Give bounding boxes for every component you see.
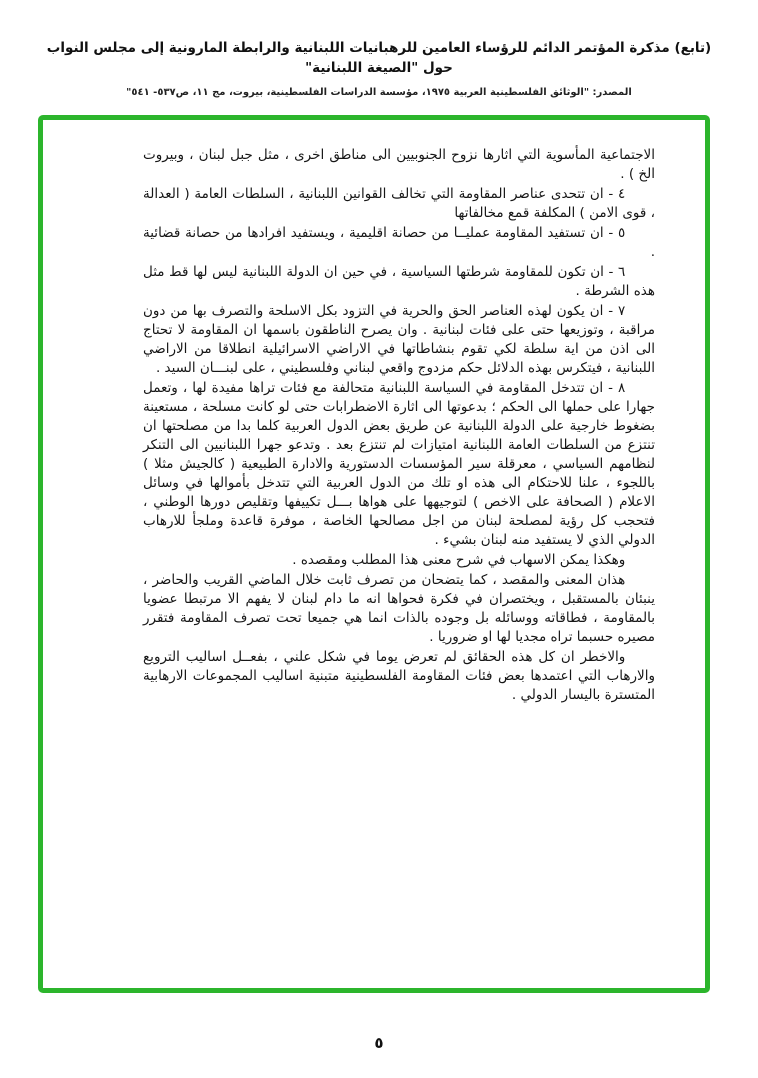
green-border-frame (38, 115, 710, 993)
document-body-text (43, 120, 705, 730)
paragraph-item-4: ٤ - ان تتحدى عناصر المقاومة التي تخالف القوانين اللبنانية ، السلطات العامة ( العدالة ، قوى الامن ) المكلفة قمع مخالفاتها (143, 186, 655, 221)
source-citation-line: المصدر: "الوثائق الفلسطينية العربية ١٩٧٥، مؤسسة الدراسات الفلسطينية، بيروت، مج ١١، ص٥٣٧- ٥٤١" (126, 86, 632, 98)
paragraph-continuation: الاجتماعية المأسوية التي اثارها نزوح الجنوبيين الى مناطق اخرى ، مثل جبل لبنان ، وبيروت الخ ) . (143, 147, 655, 182)
paragraph-item-5: ٥ - ان تستفيد المقاومة عمليــا من حصانة اقليمية ، ويستفيد افرادها من حصانة قضائية . (143, 225, 655, 260)
paragraph-item-8: ٨ - ان تتدخل المقاومة في السياسة اللبنانية متحالفة مع فئات تراها مفيدة لها ، وتعمل جهارا على حملها الى الحكم ؛ بدعوتها الى اثارة الاضطرابات حتى لو كانت مسلحة ، مستعينة بضغوط خارجية على الدولة اللبنانية عن طريق بعض الدول العربية كلما بدا من مصلحتها ان تنتزع من السلطات العامة اللبنانية امتيازات لم تنتزع بعد . وتدعو جهرا اللبنانيين الى التنكر لنظامهم السياسي ، معرقلة سير المؤسسات الدستورية والادارة الطبيعية ( كالجيش مثلا ) باللجوء ، علنا للاحتكام الى هذه او تلك من الدول العربية التي تتدخل بأموالها في وسائل الاعلام ( الصحافة على الاخص ) لتوجيهها على هواها بـــل تكييفها وتقليص دورها الوطني ، فتحجب كل رؤية لمصلحة لبنان من اجل مصالحها الخاصة ، موفرة قاعدة وملجأ للارهاب الدولي الذي لا يستفيد منه لبنان بشيء . (143, 380, 655, 548)
page-number: ٥ (374, 1034, 384, 1052)
document-title: (تابع) مذكرة المؤتمر الدائم للرؤساء العامين للرهبانيات اللبنانية والرابطة المارونية إلى مجلس النواب حول "الصيغة اللبنانية" (46, 40, 712, 77)
document-header (0, 0, 758, 98)
paragraph-warning: والاخطر ان كل هذه الحقائق لم تعرض يوما في شكل علني ، بفعــل اساليب الترويع والارهاب التي اعتمدها بعض فئات المقاومة الفلسطينية متبنية اساليب المجموعات الارهابية المتسترة باليسار الدولي . (143, 649, 655, 703)
paragraph-meaning: هذان المعنى والمقصد ، كما يتضحان من تصرف ثابت خلال الماضي القريب والحاضر ، ينبئان بالمستقبل ، ويختصران في فكرة فحواها انه ما دام لبنان لا يفهم الا مرتبطا عضويا بالمقاومة ، فطاقاته ووسائله بل وجوده بالذات انما هي جميعا تحت تصرف المقاومة فتقرر مصيره حسبما تراه مجديا لها او ضروريا . (143, 572, 655, 645)
paragraph-summary-intro: وهكذا يمكن الاسهاب في شرح معنى هذا المطلب ومقصده . (292, 552, 626, 568)
paragraph-item-7: ٧ - ان يكون لهذه العناصر الحق والحرية في التزود بكل الاسلحة والتصرف بها من دون مراقبة ، وتوزيعها حتى على فئات لبنانية . وان يصرح الناطقون باسمها ان المقاومة لا تحتاج الى اذن من اية سلطة لكي تقوم بنشاطاتها في الاراضي الاسرائيلية انطلاقا من الاراضي اللبنانية ، فيتكرس بهذه الدلائل حكم مزدوج واقعي لبناني وفلسطيني ، على لبنـــان السيد . (143, 303, 655, 376)
paragraph-item-6: ٦ - ان تكون للمقاومة شرطتها السياسية ، في حين ان الدولة اللبنانية ليس لها قط مثل هذه الشرطة . (143, 264, 655, 299)
